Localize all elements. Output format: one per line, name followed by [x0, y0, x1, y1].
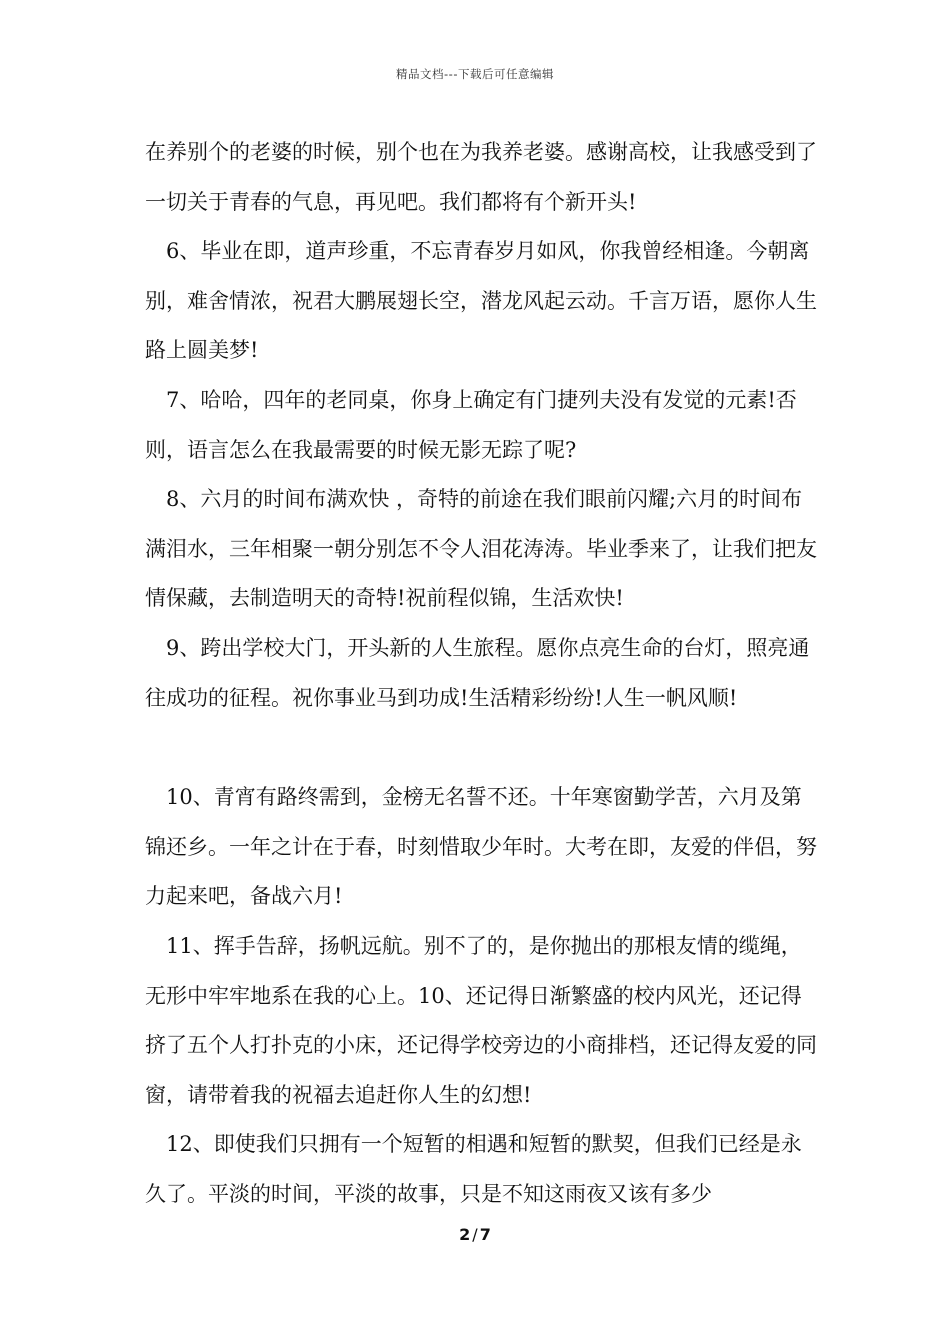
page-separator: / — [472, 1225, 478, 1244]
header-text: 精品文档---下载后可任意编辑 — [396, 67, 554, 81]
paragraph-12: 12、即使我们只拥有一个短暂的相遇和短暂的默契，但我们已经是永久了。平淡的时间，平淡的故事，只是不知这雨夜又该有多少 — [145, 1132, 802, 1206]
document-body — [145, 128, 820, 1219]
paragraph-11: 11、挥手告辞，扬帆远航。别不了的，是你抛出的那根友情的缆绳，无形中牢牢地系在我的心上。10、还记得日渐繁盛的校内风光，还记得挤了五个人打扑克的小床，还记得学校旁边的小商排档，还记得友爱的同窗，请带着我的祝福去追赶你人生的幻想! — [145, 933, 817, 1107]
paragraph-8: 8、六月的时间布满欢快 ，奇特的前途在我们眼前闪耀;六月的时间布满泪水，三年相聚一朝分别怎不令人泪花涛涛。毕业季来了，让我们把友情保藏，去制造明天的奇特!祝前程似锦，生活欢快! — [145, 487, 817, 611]
paragraph-9: 9、跨出学校大门，开头新的人生旅程。愿你点亮生命的台灯，照亮通往成功的征程。祝你事业马到功成!生活精彩纷纷!人生一帆风顺! — [145, 635, 810, 710]
total-pages: 7 — [479, 1225, 491, 1244]
page-header — [0, 66, 950, 82]
paragraph-7: 7、哈哈，四年的老同桌，你身上确定有门捷列夫没有发觉的元素!否则，语言怎么在我最需要的时候无影无踪了呢? — [145, 387, 797, 462]
current-page: 2 — [459, 1225, 471, 1244]
paragraph-continued: 在养别个的老婆的时候，别个也在为我养老婆。感谢高校，让我感受到了一切关于青春的气息，再见吧。我们都将有个新开头! — [145, 140, 817, 214]
paragraph-10: 10、青宵有路终需到，金榜无名誓不还。十年寒窗勤学苦，六月及第锦还乡。一年之计在于春，时刻惜取少年时。大考在即，友爱的伴侣，努力起来吧，备战六月! — [145, 785, 817, 909]
page-number — [0, 1225, 950, 1244]
paragraph-6: 6、毕业在即，道声珍重，不忘青春岁月如风，你我曾经相逢。今朝离别，难舍情浓，祝君大鹏展翅长空，潜龙风起云动。千言万语，愿你人生路上圆美梦! — [145, 239, 817, 363]
